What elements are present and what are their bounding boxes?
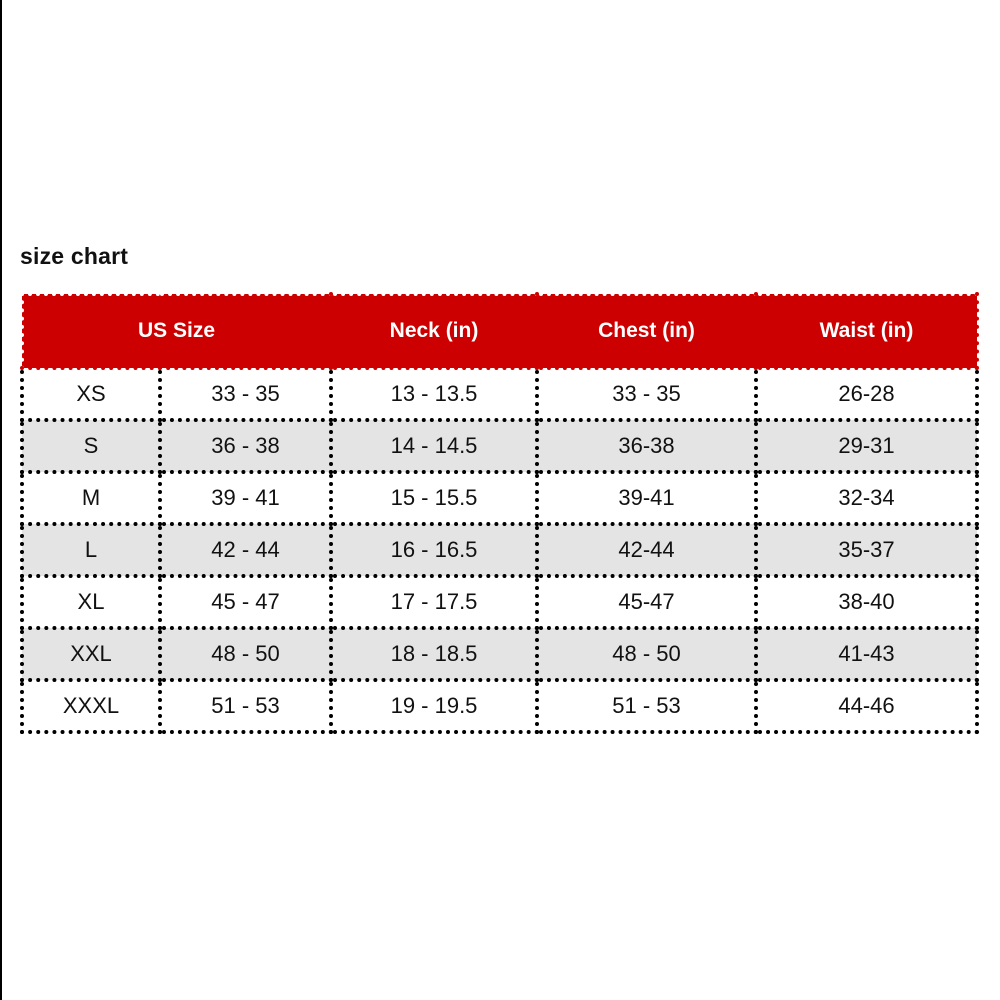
- us-size-cell: 33 - 35: [160, 368, 331, 420]
- table-row: [22, 628, 977, 680]
- header-us-size: US Size: [22, 294, 331, 368]
- size-cell: XS: [22, 368, 160, 420]
- neck-cell: 15 - 15.5: [331, 472, 537, 524]
- table-row: [22, 576, 977, 628]
- chest-cell: 33 - 35: [537, 368, 756, 420]
- chest-cell: 48 - 50: [537, 628, 756, 680]
- table-row: [22, 680, 977, 732]
- size-cell: M: [22, 472, 160, 524]
- size-cell: XL: [22, 576, 160, 628]
- waist-cell: 35-37: [756, 524, 977, 576]
- chest-cell: 42-44: [537, 524, 756, 576]
- us-size-cell: 48 - 50: [160, 628, 331, 680]
- neck-cell: 19 - 19.5: [331, 680, 537, 732]
- waist-cell: 26-28: [756, 368, 977, 420]
- chest-cell: 51 - 53: [537, 680, 756, 732]
- table-row: [22, 472, 977, 524]
- us-size-cell: 39 - 41: [160, 472, 331, 524]
- header-chest: Chest (in): [537, 294, 756, 368]
- neck-cell: 16 - 16.5: [331, 524, 537, 576]
- us-size-cell: 42 - 44: [160, 524, 331, 576]
- us-size-cell: 36 - 38: [160, 420, 331, 472]
- waist-cell: 44-46: [756, 680, 977, 732]
- size-chart-table: [20, 292, 979, 734]
- size-cell: S: [22, 420, 160, 472]
- waist-cell: 29-31: [756, 420, 977, 472]
- neck-cell: 14 - 14.5: [331, 420, 537, 472]
- chest-cell: 45-47: [537, 576, 756, 628]
- chest-cell: 36-38: [537, 420, 756, 472]
- header-waist: Waist (in): [756, 294, 977, 368]
- table-row: [22, 368, 977, 420]
- neck-cell: 18 - 18.5: [331, 628, 537, 680]
- neck-cell: 13 - 13.5: [331, 368, 537, 420]
- size-cell: XXL: [22, 628, 160, 680]
- waist-cell: 38-40: [756, 576, 977, 628]
- table-row: [22, 420, 977, 472]
- chest-cell: 39-41: [537, 472, 756, 524]
- size-cell: XXXL: [22, 680, 160, 732]
- us-size-cell: 45 - 47: [160, 576, 331, 628]
- header-neck: Neck (in): [331, 294, 537, 368]
- waist-cell: 32-34: [756, 472, 977, 524]
- table-row: [22, 524, 977, 576]
- us-size-cell: 51 - 53: [160, 680, 331, 732]
- table-header-row: [22, 294, 977, 368]
- waist-cell: 41-43: [756, 628, 977, 680]
- page-title: size chart: [20, 243, 129, 269]
- neck-cell: 17 - 17.5: [331, 576, 537, 628]
- left-edge-rule: [0, 0, 2, 1000]
- size-cell: L: [22, 524, 160, 576]
